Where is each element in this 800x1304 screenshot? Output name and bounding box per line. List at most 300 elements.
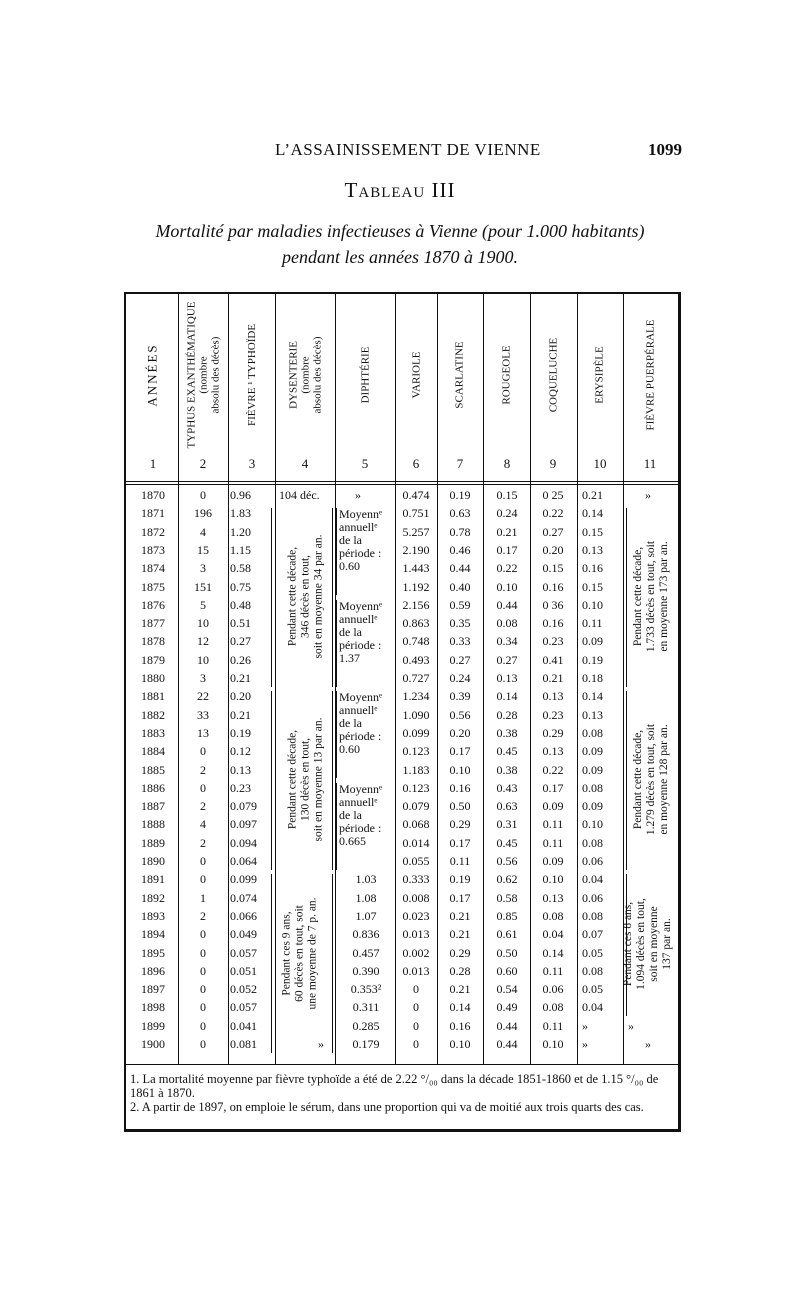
- table-title-word: ABLEAU: [358, 185, 426, 201]
- puerperal-decade-1-text: Pendant cette décade, 1.733 décès en tout, soit en moyenne 173 par an.: [632, 541, 671, 653]
- column-number: 10: [593, 456, 607, 471]
- typhoid-cell: 0.041: [230, 1018, 257, 1033]
- scarlatine-cell: 0.24: [449, 671, 471, 685]
- year-cell: 1885: [141, 762, 165, 777]
- scarlatine-cell: 0.59: [449, 597, 471, 612]
- typhus-cell: 12: [197, 634, 209, 649]
- rougeole-cell: 0.38: [496, 762, 518, 777]
- typhoid-cell: 0.48: [230, 597, 251, 612]
- scarlatine-cell: 0.21: [449, 908, 471, 923]
- column-header: [578, 300, 622, 450]
- erysipele-cell: 0.16: [582, 561, 603, 576]
- typhus-cell: 3: [200, 671, 206, 685]
- typhoid-cell: 0.58: [230, 561, 251, 576]
- coqueluche-cell: 0.27: [542, 524, 564, 539]
- rougeole-cell: 0.22: [496, 561, 518, 576]
- diphtheria-period-average: Moyennᵉ annuellᵉ de la période : 0.60: [339, 507, 383, 574]
- column-number: 3: [248, 456, 256, 471]
- column-header-text: ERYSIPÈLE: [594, 346, 607, 404]
- variole-cell: 0.013: [402, 963, 430, 978]
- footnote-1: 1. La mortalité moyenne par fièvre typhoïde a été de 2.22 °/₀₀ dans la décade 1851-1860 et de 1.15 °/₀₀ de 1861 à 1870.: [130, 1072, 659, 1100]
- variole-cell: 0.099: [402, 725, 430, 740]
- typhus-cell: 0: [200, 872, 206, 887]
- typhoid-cell: 0.23: [230, 780, 251, 795]
- table-title-initial: T: [344, 178, 359, 202]
- puerperal-brace: [626, 691, 627, 870]
- erysipele-cell: 0.19: [582, 652, 603, 667]
- rougeole-cell: 0.14: [496, 689, 518, 704]
- diphtheria-cell: 0.836: [352, 927, 380, 942]
- column-header-text: FIÈVRE ¹ TYPHOÏDE: [246, 323, 258, 427]
- year-cell: 1876: [141, 597, 165, 612]
- erysipele-cell: 0.06: [582, 854, 603, 868]
- variole-cell: 0.008: [402, 890, 430, 905]
- scarlatine-cell: 0.29: [449, 945, 471, 960]
- rougeole-cell: 0.44: [496, 1018, 518, 1033]
- erysipele-cell: 0.06: [582, 890, 603, 905]
- year-cell: 1884: [141, 744, 165, 759]
- typhus-cell: 10: [197, 652, 209, 667]
- year-cell: 1897: [141, 982, 165, 997]
- typhus-cell: 0: [200, 982, 206, 997]
- typhoid-cell: 0.20: [230, 689, 251, 704]
- variole-cell: 1.183: [402, 762, 430, 777]
- year-cell: 1886: [141, 780, 165, 795]
- erysipele-cell: 0.09: [582, 799, 603, 814]
- coqueluche-cell: 0.08: [542, 1000, 564, 1015]
- dysentery-brace: [332, 874, 333, 1053]
- column-header-text: DIPHTÉRIE: [358, 346, 371, 404]
- rougeole-cell: 0.15: [496, 488, 518, 502]
- rougeole-cell: 0.43: [496, 780, 518, 795]
- erysipele-cell: 0.09: [582, 634, 603, 649]
- erysipele-cell: 0.11: [582, 616, 603, 631]
- diphtheria-period-average: Moyennᵉ annuellᵉ de la période : 0.665: [339, 781, 383, 848]
- erysipele-cell: 0.18: [582, 671, 603, 685]
- typhus-cell: 0: [200, 927, 206, 942]
- year-cell: 1873: [141, 542, 165, 557]
- column-header: [179, 300, 227, 450]
- dysentery-brace: [332, 691, 333, 870]
- table-caption: [100, 218, 700, 270]
- coqueluche-cell: 0.13: [542, 689, 564, 704]
- dysentery-decade-2-text: Pendant cette décade, 130 décès en tout, soit en moyenne 13 par an.: [286, 717, 325, 842]
- dysentery-decade-1: [278, 506, 334, 687]
- table-title: [0, 178, 800, 203]
- typhus-cell: 2: [200, 762, 206, 777]
- dysentery-period-3: [278, 872, 322, 1034]
- coqueluche-cell: 0.17: [542, 780, 564, 795]
- typhus-cell: 5: [200, 597, 206, 612]
- coqueluche-cell: 0.13: [542, 744, 564, 759]
- variole-cell: 0.013: [402, 927, 430, 942]
- puerperal-decade-1: [627, 506, 677, 687]
- dysentery-brace: [332, 508, 333, 687]
- body-bottom-rule: [126, 1064, 678, 1065]
- variole-cell: 2.156: [402, 597, 430, 612]
- typhoid-cell: 0.079: [230, 799, 257, 814]
- erysipele-cell: 0.14: [582, 689, 603, 704]
- typhus-cell: 13: [197, 725, 209, 740]
- rougeole-cell: 0.44: [496, 1037, 518, 1051]
- scarlatine-cell: 0.46: [449, 542, 471, 557]
- rougeole-cell: 0.45: [496, 835, 518, 850]
- rougeole-cell: 0.38: [496, 725, 518, 740]
- year-cell: 1892: [141, 890, 165, 905]
- typhoid-cell: 0.064: [230, 854, 257, 868]
- scarlatine-cell: 0.39: [449, 689, 471, 704]
- puerperal-brace: [626, 508, 627, 687]
- scarlatine-cell: 0.28: [449, 963, 471, 978]
- variole-cell: 0.863: [402, 616, 430, 631]
- year-cell: 1880: [141, 671, 165, 685]
- scarlatine-cell: 0.78: [449, 524, 471, 539]
- coqueluche-cell: 0 36: [542, 597, 564, 612]
- variole-cell: 0.333: [402, 872, 430, 887]
- diphtheria-cell: 0.457: [352, 945, 380, 960]
- variole-cell: 0.727: [402, 671, 430, 685]
- column-number: 8: [503, 456, 511, 471]
- diphtheria-brace: [336, 783, 337, 870]
- running-title: L’ASSAINISSEMENT DE VIENNE: [275, 140, 541, 159]
- year-cell: 1895: [141, 945, 165, 960]
- typhoid-cell: 0.12: [230, 744, 251, 759]
- column-header-text: COQUELUCHE: [547, 337, 559, 413]
- scarlatine-cell: 0.19: [449, 872, 471, 887]
- year-cell: 1875: [141, 579, 165, 594]
- year-cell: 1882: [141, 707, 165, 722]
- coqueluche-cell: 0.20: [542, 542, 564, 557]
- coqueluche-cell: 0.09: [542, 854, 564, 868]
- rougeole-cell: 0.61: [496, 927, 518, 942]
- erysipele-cell: 0.07: [582, 927, 603, 942]
- rougeole-cell: 0.34: [496, 634, 518, 649]
- scarlatine-cell: 0.33: [449, 634, 471, 649]
- rougeole-cell: 0.24: [496, 506, 518, 521]
- column-header: [128, 300, 178, 450]
- scarlatine-cell: 0.17: [449, 744, 471, 759]
- rougeole-cell: 0.58: [496, 890, 518, 905]
- coqueluche-cell: 0.15: [542, 561, 564, 576]
- typhus-cell: 22: [197, 689, 209, 704]
- typhus-cell: 0: [200, 1037, 206, 1051]
- rougeole-cell: 0.49: [496, 1000, 518, 1015]
- coqueluche-cell: 0.23: [542, 707, 564, 722]
- variole-cell: 0.748: [402, 634, 430, 649]
- rougeole-cell: 0.10: [496, 579, 518, 594]
- variole-cell: 5.257: [402, 524, 430, 539]
- year-cell: 1881: [141, 689, 165, 704]
- column-number: 2: [199, 456, 207, 471]
- typhus-cell: 0: [200, 945, 206, 960]
- erysipele-cell: 0.08: [582, 963, 603, 978]
- typhus-cell: 0: [200, 488, 206, 502]
- erysipele-cell: 0.09: [582, 744, 603, 759]
- variole-cell: 0.014: [402, 835, 430, 850]
- scarlatine-cell: 0.14: [449, 1000, 471, 1015]
- typhoid-cell: 0.049: [230, 927, 257, 942]
- coqueluche-cell: 0.22: [542, 506, 564, 521]
- header-rule: [126, 484, 678, 485]
- erysipele-cell: »: [582, 1037, 588, 1051]
- variole-cell: 0: [413, 1018, 419, 1033]
- coqueluche-cell: 0.16: [542, 579, 564, 594]
- diphtheria-brace: [336, 600, 337, 687]
- typhus-cell: 0: [200, 744, 206, 759]
- scarlatine-cell: 0.19: [449, 488, 471, 502]
- variole-cell: 0.751: [402, 506, 430, 521]
- coqueluche-cell: 0.41: [542, 652, 564, 667]
- typhoid-cell: 1.20: [230, 524, 251, 539]
- puerperal-first: »: [645, 488, 651, 502]
- erysipele-cell: »: [582, 1018, 588, 1033]
- scarlatine-cell: 0.21: [449, 927, 471, 942]
- puerperal-brace: [626, 874, 627, 1016]
- scarlatine-cell: 0.10: [449, 762, 471, 777]
- variole-cell: 0: [413, 982, 419, 997]
- erysipele-cell: 0.21: [582, 488, 603, 502]
- header-rule: [126, 481, 678, 482]
- rougeole-cell: 0.44: [496, 597, 518, 612]
- dysentery-period-3-text: Pendant ces 9 ans, 60 décès en tout, soit une moyenne de 7 p. an.: [280, 897, 319, 1010]
- variole-cell: 0.068: [402, 817, 430, 832]
- typhoid-cell: 0.057: [230, 945, 257, 960]
- typhus-cell: 0: [200, 963, 206, 978]
- typhoid-cell: 0.13: [230, 762, 251, 777]
- typhus-cell: 0: [200, 780, 206, 795]
- typhoid-cell: 1.83: [230, 506, 251, 521]
- scarlatine-cell: 0.17: [449, 835, 471, 850]
- typhoid-cell: 0.51: [230, 616, 251, 631]
- typhoid-cell: 0.051: [230, 963, 257, 978]
- rougeole-cell: 0.13: [496, 671, 518, 685]
- typhus-cell: 196: [194, 506, 212, 521]
- erysipele-cell: 0.10: [582, 597, 603, 612]
- variole-cell: 2.190: [402, 542, 430, 557]
- column-header: [336, 300, 394, 450]
- rougeole-cell: 0.56: [496, 854, 518, 868]
- typhoid-cell: 0.26: [230, 652, 251, 667]
- dysentery-decade-1-text: Pendant cette décade, 346 décès en tout, soit en moyenne 34 par an.: [286, 534, 325, 659]
- coqueluche-cell: 0.04: [542, 927, 564, 942]
- column-header: [531, 300, 575, 450]
- variole-cell: 0.123: [402, 780, 430, 795]
- typhus-cell: 4: [200, 524, 206, 539]
- coqueluche-cell: 0.11: [542, 963, 564, 978]
- erysipele-cell: 0.04: [582, 872, 603, 887]
- year-cell: 1899: [141, 1018, 165, 1033]
- typhoid-cell: 0.097: [230, 817, 257, 832]
- typhus-cell: 0: [200, 1018, 206, 1033]
- scarlatine-cell: 0.27: [449, 652, 471, 667]
- year-cell: 1894: [141, 927, 165, 942]
- rougeole-cell: 0.17: [496, 542, 518, 557]
- typhus-cell: 2: [200, 835, 206, 850]
- variole-cell: 0.474: [402, 488, 430, 502]
- year-cell: 1874: [141, 561, 165, 576]
- scarlatine-cell: 0.44: [449, 561, 471, 576]
- coqueluche-cell: 0.10: [542, 872, 564, 887]
- scarlatine-cell: 0.21: [449, 982, 471, 997]
- diphtheria-first: »: [355, 488, 361, 502]
- column-header-text: ROUGEOLE: [501, 345, 513, 405]
- scarlatine-cell: 0.16: [449, 1018, 471, 1033]
- puerperal-last: »: [645, 1037, 651, 1051]
- column-number: 6: [412, 456, 420, 471]
- footnotes: [130, 1072, 675, 1114]
- column-number: 5: [361, 456, 369, 471]
- coqueluche-cell: 0.23: [542, 634, 564, 649]
- caption-line-1: Mortalité par maladies infectieuses à Vienne (pour 1.000 habitants): [155, 221, 645, 241]
- year-cell: 1891: [141, 872, 165, 887]
- year-cell: 1871: [141, 506, 165, 521]
- typhoid-brace: [271, 691, 272, 870]
- puerperal-period-3: [620, 872, 676, 1016]
- diphtheria-cell: 1.03: [355, 872, 377, 887]
- rougeole-cell: 0.85: [496, 908, 518, 923]
- column-header: [396, 300, 436, 450]
- column-header-text: SCARLATINE: [454, 341, 467, 409]
- typhus-cell: 2: [200, 908, 206, 923]
- diphtheria-cell: 0.179: [352, 1037, 380, 1051]
- dysentery-decade-2: [278, 689, 334, 870]
- coqueluche-cell: 0.11: [542, 1018, 564, 1033]
- variole-cell: 0.123: [402, 744, 430, 759]
- coqueluche-cell: 0.06: [542, 982, 564, 997]
- year-cell: 1888: [141, 817, 165, 832]
- scarlatine-cell: 0.29: [449, 817, 471, 832]
- erysipele-cell: 0.13: [582, 542, 603, 557]
- scarlatine-cell: 0.20: [449, 725, 471, 740]
- erysipele-cell: 0.04: [582, 1000, 603, 1015]
- coqueluche-cell: 0.11: [542, 817, 564, 832]
- coqueluche-cell: 0.13: [542, 890, 564, 905]
- coqueluche-cell: 0.22: [542, 762, 564, 777]
- coqueluche-cell: 0.08: [542, 908, 564, 923]
- column-header-text: TYPHUS EXANTHÉMATIQUE (nombre absolu des décès): [185, 301, 221, 449]
- typhus-cell: 151: [194, 579, 212, 594]
- erysipele-cell: 0.08: [582, 725, 603, 740]
- erysipele-cell: 0.08: [582, 835, 603, 850]
- rougeole-cell: 0.08: [496, 616, 518, 631]
- coqueluche-cell: 0.29: [542, 725, 564, 740]
- scarlatine-cell: 0.40: [449, 579, 471, 594]
- year-cell: 1900: [141, 1037, 165, 1051]
- year-cell: 1896: [141, 963, 165, 978]
- scarlatine-cell: 0.56: [449, 707, 471, 722]
- variole-cell: 0.493: [402, 652, 430, 667]
- typhoid-cell: 0.75: [230, 579, 251, 594]
- caption-line-2: pendant les années 1870 à 1900.: [282, 247, 518, 267]
- column-number: 4: [301, 456, 309, 471]
- typhus-cell: 2: [200, 799, 206, 814]
- column-header-text: ANNÉES: [145, 343, 160, 407]
- typhoid-cell: 0.19: [230, 725, 251, 740]
- column-header-text: FIÈVRE PUERPÉRALE: [644, 319, 656, 431]
- puerperal-last: »: [628, 1018, 634, 1033]
- year-cell: 1872: [141, 524, 165, 539]
- coqueluche-cell: 0.21: [542, 671, 564, 685]
- dysentery-first: 104 déc.: [279, 488, 320, 502]
- scarlatine-cell: 0.17: [449, 890, 471, 905]
- dysentery-last: »: [318, 1037, 324, 1051]
- diphtheria-brace: [336, 508, 337, 595]
- typhoid-cell: 0.094: [230, 835, 257, 850]
- scarlatine-cell: 0.50: [449, 799, 471, 814]
- scarlatine-cell: 0.11: [449, 854, 471, 868]
- column-header: [229, 300, 275, 450]
- year-cell: 1898: [141, 1000, 165, 1015]
- column-header: [438, 300, 482, 450]
- typhus-cell: 10: [197, 616, 209, 631]
- rougeole-cell: 0.54: [496, 982, 518, 997]
- coqueluche-cell: 0.10: [542, 1037, 564, 1051]
- variole-cell: 0.079: [402, 799, 430, 814]
- coqueluche-cell: 0.09: [542, 799, 564, 814]
- scarlatine-cell: 0.35: [449, 616, 471, 631]
- year-cell: 1893: [141, 908, 165, 923]
- coqueluche-cell: 0 25: [542, 488, 564, 502]
- column-number: 7: [456, 456, 464, 471]
- typhoid-cell: 0.081: [230, 1037, 257, 1051]
- erysipele-cell: 0.15: [582, 524, 603, 539]
- footnote-2: 2. A partir de 1897, on emploie le sérum, dans une proportion qui va de moitié aux trois quarts des cas.: [130, 1100, 644, 1114]
- rougeole-cell: 0.50: [496, 945, 518, 960]
- year-cell: 1870: [141, 488, 165, 502]
- year-cell: 1890: [141, 854, 165, 868]
- rougeole-cell: 0.60: [496, 963, 518, 978]
- puerperal-decade-2-text: Pendant cette décade, 1.279 décès en tout, soit en moyenne 128 par an.: [632, 724, 671, 836]
- variole-cell: 0: [413, 1000, 419, 1015]
- diphtheria-period-average: Moyennᵉ annuellᵉ de la période : 0.60: [339, 690, 383, 757]
- column-header: [623, 300, 677, 450]
- erysipele-cell: 0.10: [582, 817, 603, 832]
- variole-cell: 1.192: [402, 579, 430, 594]
- typhus-cell: 0: [200, 1000, 206, 1015]
- typhus-cell: 0: [200, 854, 206, 868]
- puerperal-decade-2: [627, 689, 677, 870]
- rougeole-cell: 0.62: [496, 872, 518, 887]
- rougeole-cell: 0.21: [496, 524, 518, 539]
- scarlatine-cell: 0.63: [449, 506, 471, 521]
- typhoid-cell: 0.074: [230, 890, 257, 905]
- erysipele-cell: 0.05: [582, 945, 603, 960]
- typhoid-cell: 0.066: [230, 908, 257, 923]
- typhus-cell: 4: [200, 817, 206, 832]
- rougeole-cell: 0.45: [496, 744, 518, 759]
- column-header: [485, 300, 529, 450]
- coqueluche-cell: 0.16: [542, 616, 564, 631]
- diphtheria-cell: 0.390: [352, 963, 380, 978]
- year-cell: 1887: [141, 799, 165, 814]
- typhoid-cell: 0.052: [230, 982, 257, 997]
- page-number: 1099: [648, 140, 682, 159]
- typhus-cell: 1: [200, 890, 206, 905]
- variole-cell: 0.002: [402, 945, 430, 960]
- variole-cell: 1.443: [402, 561, 430, 576]
- variole-cell: 0: [413, 1037, 419, 1051]
- coqueluche-cell: 0.11: [542, 835, 564, 850]
- year-cell: 1883: [141, 725, 165, 740]
- diphtheria-period-average: Moyennᵉ annuellᵉ de la période : 1.37: [339, 598, 383, 665]
- diphtheria-cell: 0.285: [352, 1018, 380, 1033]
- erysipele-cell: 0.14: [582, 506, 603, 521]
- erysipele-cell: 0.09: [582, 762, 603, 777]
- scarlatine-cell: 0.16: [449, 780, 471, 795]
- column-number: 11: [643, 456, 657, 471]
- column-header-text: DYSENTERIE (nombre absolu des décès): [287, 336, 324, 414]
- typhoid-cell: 1.15: [230, 542, 251, 557]
